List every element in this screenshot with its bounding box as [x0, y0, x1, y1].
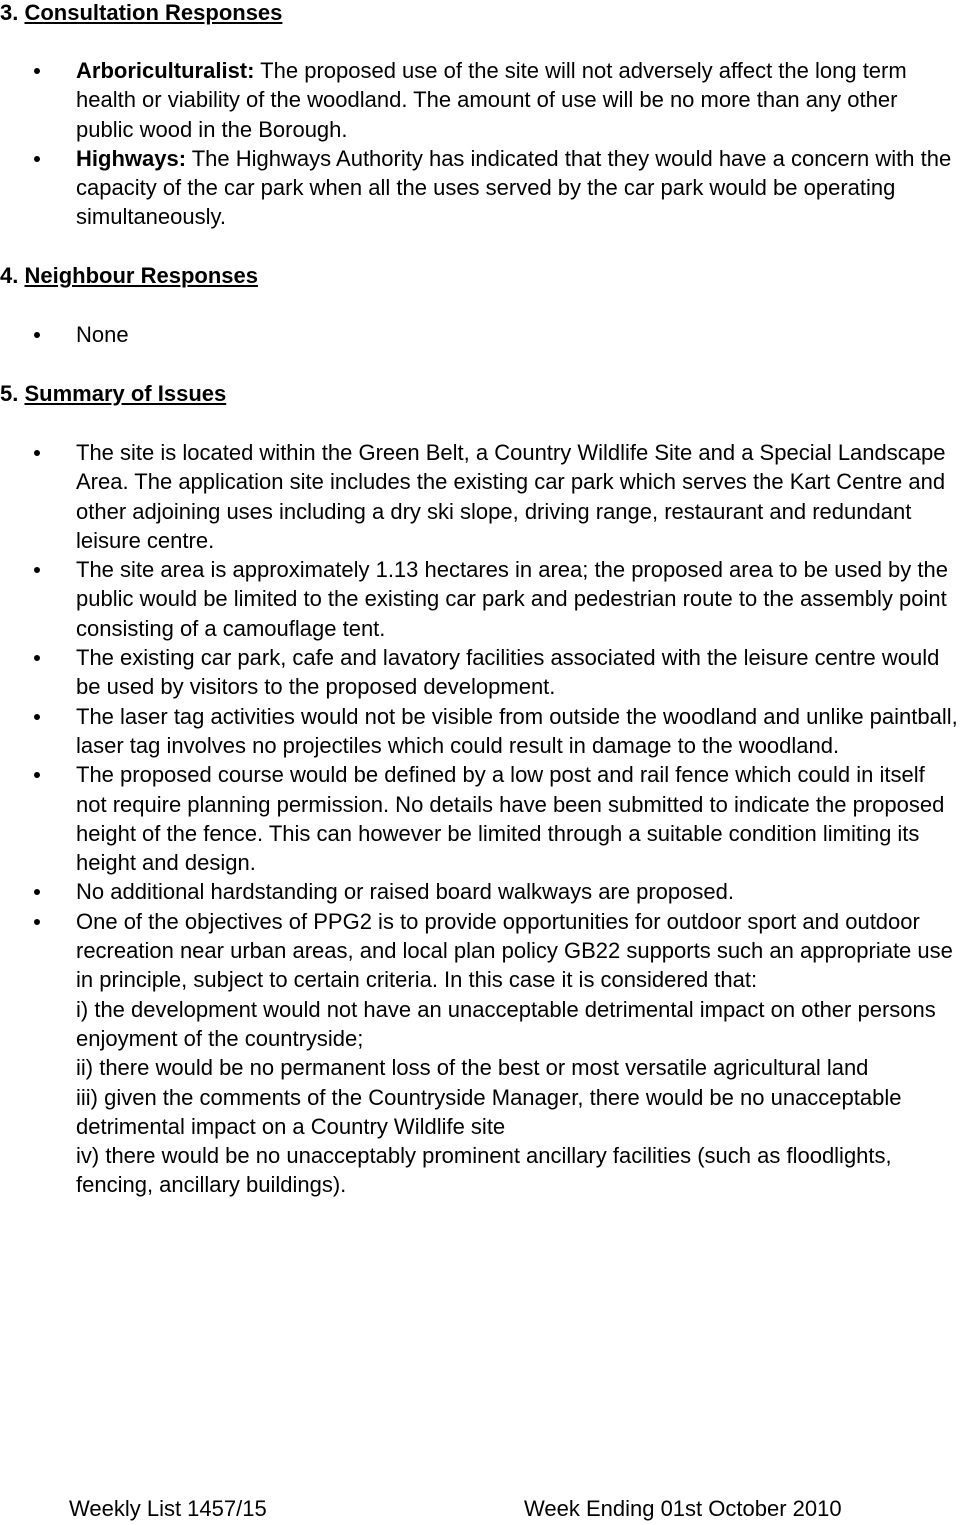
section-heading-consultation [0, 0, 282, 27]
item-text: The proposed course would be defined by a low post and rail fence which could in itself not require planning permission. No details have been submitted to indicate the proposed height of the fence. This can however be limited through a suitable condition limiting its height and design. [76, 762, 945, 876]
item-text: The Highways Authority has indicated that they would have a concern with the capacity of the car park when all the uses served by the car park would be operating simultaneously. [76, 145, 952, 230]
item-text: The proposed use of the site will not adversely affect the long term health or viability of the woodland. The amount of use will be no more than any other public wood in the Borough. [76, 58, 907, 142]
section-title: Consultation Responses [24, 0, 283, 25]
item-text: The laser tag activities would not be visible from outside the woodland and unlike paintball, laser tag involves no projectiles which could result in damage to the woodland. [76, 703, 958, 758]
bullet-icon [34, 655, 40, 661]
criteria-line: ii) there would be no permanent loss of the best or most versatile agricultural land [76, 1055, 869, 1081]
section-number: 5. [0, 381, 19, 406]
list-item [0, 907, 958, 1200]
consultation-list [0, 56, 958, 232]
item-text: None [76, 322, 129, 347]
section-heading-summary [0, 379, 226, 408]
list-item [0, 760, 958, 877]
neighbour-list [0, 320, 958, 349]
bullet-icon [34, 714, 40, 720]
footer-weekly-list: Weekly List 1457/15 [69, 1496, 267, 1521]
item-label: Highways: [76, 145, 187, 171]
list-item [0, 877, 958, 906]
list-item [0, 320, 958, 349]
section-number: 3. [0, 0, 19, 25]
list-item [0, 555, 958, 643]
section-heading-neighbour [0, 261, 258, 290]
bullet-icon [34, 450, 40, 456]
bullet-icon [34, 889, 40, 895]
list-item [0, 438, 958, 555]
bullet-icon [34, 919, 40, 925]
summary-list [0, 438, 958, 1200]
bullet-icon [34, 772, 40, 778]
list-item [0, 702, 958, 761]
item-text: The site area is approximately 1.13 hectares in area; the proposed area to be used by the public would be limited to the existing car park and pedestrian route to the assembly point consisting of a camouflage tent. [76, 557, 948, 641]
criteria-line: i) the development would not have an unacceptable detrimental impact on other persons enjoyment of the countryside; [76, 996, 936, 1051]
item-text: No additional hardstanding or raised board walkways are proposed. [76, 879, 734, 905]
criteria-line: iv) there would be no unacceptably prominent ancillary facilities (such as floodlights, fencing, ancillary buildings). [76, 1143, 892, 1198]
section-title: Summary of Issues [24, 381, 227, 406]
bullet-icon [34, 156, 40, 162]
list-item [0, 56, 958, 144]
criteria-line: iii) given the comments of the Countryside Manager, there would be no unacceptable detrimental impact on a Country Wildlife site [76, 1084, 902, 1139]
item-text: One of the objectives of PPG2 is to provide opportunities for outdoor sport and outdoor recreation near urban areas, and local plan policy GB22 supports such an appropriate use in principle, subject to certain criteria. In this case it is considered that: [76, 908, 953, 993]
list-item [0, 144, 958, 232]
list-item [0, 643, 958, 702]
bullet-icon [34, 567, 40, 573]
item-label: Arboriculturalist: [76, 58, 255, 83]
section-number: 4. [0, 263, 19, 288]
bullet-icon [34, 68, 40, 74]
item-text: The site is located within the Green Belt, a Country Wildlife Site and a Special Landscape Area. The application site includes the existing car park which serves the Kart Centre and other adjoining uses including a dry ski slope, driving range, restaurant and redundant leisure centre. [76, 440, 946, 553]
item-text: The existing car park, cafe and lavatory facilities associated with the leisure centre would be used by visitors to the proposed development. [76, 645, 940, 700]
section-title: Neighbour Responses [24, 263, 258, 288]
bullet-icon [34, 332, 40, 338]
footer-week-ending: Week Ending 01st October 2010 [524, 1496, 842, 1521]
